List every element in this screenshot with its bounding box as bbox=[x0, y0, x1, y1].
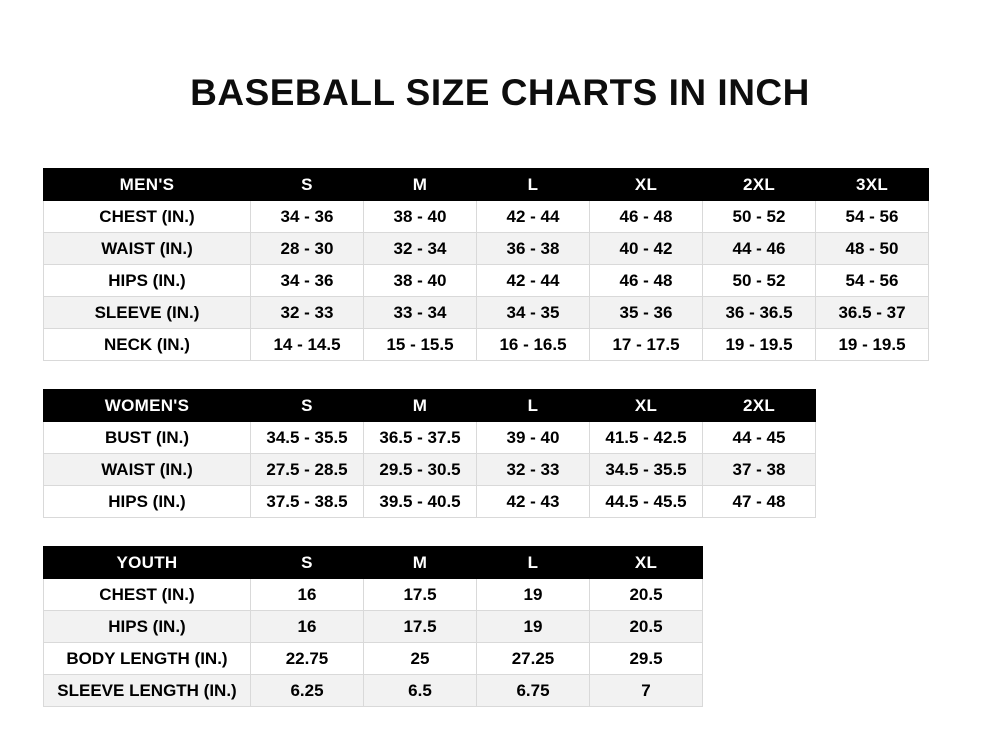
womens-header-l: L bbox=[477, 390, 590, 422]
cell: 19 bbox=[477, 611, 590, 643]
cell: 37 - 38 bbox=[703, 454, 816, 486]
cell: 16 bbox=[251, 579, 364, 611]
row-label: WAIST (IN.) bbox=[44, 233, 251, 265]
womens-header-label: WOMEN'S bbox=[44, 390, 251, 422]
cell: 44.5 - 45.5 bbox=[590, 486, 703, 518]
cell: 29.5 bbox=[590, 643, 703, 675]
cell: 16 - 16.5 bbox=[477, 329, 590, 361]
row-label: BUST (IN.) bbox=[44, 422, 251, 454]
cell: 34 - 35 bbox=[477, 297, 590, 329]
cell: 35 - 36 bbox=[590, 297, 703, 329]
cell: 42 - 43 bbox=[477, 486, 590, 518]
page-title: BASEBALL SIZE CHARTS IN INCH bbox=[190, 72, 810, 113]
mens-header-3xl: 3XL bbox=[816, 169, 929, 201]
mens-header-2xl: 2XL bbox=[703, 169, 816, 201]
row-label: CHEST (IN.) bbox=[44, 579, 251, 611]
cell: 34.5 - 35.5 bbox=[251, 422, 364, 454]
cell: 39 - 40 bbox=[477, 422, 590, 454]
cell: 25 bbox=[364, 643, 477, 675]
cell: 39.5 - 40.5 bbox=[364, 486, 477, 518]
womens-size-table bbox=[43, 389, 816, 518]
cell: 34 - 36 bbox=[251, 201, 364, 233]
row-label: HIPS (IN.) bbox=[44, 486, 251, 518]
table-row bbox=[44, 611, 703, 643]
youth-header-s: S bbox=[251, 547, 364, 579]
cell: 19 - 19.5 bbox=[816, 329, 929, 361]
table-row bbox=[44, 201, 929, 233]
cell: 46 - 48 bbox=[590, 265, 703, 297]
cell: 6.25 bbox=[251, 675, 364, 707]
cell: 40 - 42 bbox=[590, 233, 703, 265]
cell: 17.5 bbox=[364, 579, 477, 611]
table-header-row bbox=[44, 390, 816, 422]
cell: 32 - 33 bbox=[251, 297, 364, 329]
cell: 50 - 52 bbox=[703, 265, 816, 297]
youth-header-l: L bbox=[477, 547, 590, 579]
youth-size-table bbox=[43, 546, 703, 707]
cell: 17.5 bbox=[364, 611, 477, 643]
cell: 20.5 bbox=[590, 611, 703, 643]
cell: 42 - 44 bbox=[477, 201, 590, 233]
cell: 7 bbox=[590, 675, 703, 707]
row-label: HIPS (IN.) bbox=[44, 265, 251, 297]
youth-header-label: YOUTH bbox=[44, 547, 251, 579]
table-row bbox=[44, 675, 703, 707]
cell: 36.5 - 37.5 bbox=[364, 422, 477, 454]
womens-header-2xl: 2XL bbox=[703, 390, 816, 422]
mens-header-l: L bbox=[477, 169, 590, 201]
cell: 38 - 40 bbox=[364, 201, 477, 233]
table-header-row bbox=[44, 547, 703, 579]
cell: 22.75 bbox=[251, 643, 364, 675]
cell: 29.5 - 30.5 bbox=[364, 454, 477, 486]
cell: 32 - 34 bbox=[364, 233, 477, 265]
cell: 54 - 56 bbox=[816, 201, 929, 233]
table-row bbox=[44, 329, 929, 361]
table-row bbox=[44, 422, 816, 454]
mens-header-label: MEN'S bbox=[44, 169, 251, 201]
cell: 28 - 30 bbox=[251, 233, 364, 265]
cell: 48 - 50 bbox=[816, 233, 929, 265]
table-row bbox=[44, 233, 929, 265]
cell: 6.75 bbox=[477, 675, 590, 707]
cell: 33 - 34 bbox=[364, 297, 477, 329]
row-label: SLEEVE LENGTH (IN.) bbox=[44, 675, 251, 707]
mens-header-m: M bbox=[364, 169, 477, 201]
charts-container bbox=[0, 168, 1000, 707]
cell: 36.5 - 37 bbox=[816, 297, 929, 329]
cell: 37.5 - 38.5 bbox=[251, 486, 364, 518]
table-row bbox=[44, 454, 816, 486]
cell: 36 - 38 bbox=[477, 233, 590, 265]
cell: 20.5 bbox=[590, 579, 703, 611]
table-row bbox=[44, 579, 703, 611]
cell: 41.5 - 42.5 bbox=[590, 422, 703, 454]
row-label: HIPS (IN.) bbox=[44, 611, 251, 643]
cell: 32 - 33 bbox=[477, 454, 590, 486]
cell: 44 - 45 bbox=[703, 422, 816, 454]
cell: 27.5 - 28.5 bbox=[251, 454, 364, 486]
table-row bbox=[44, 486, 816, 518]
cell: 19 bbox=[477, 579, 590, 611]
cell: 27.25 bbox=[477, 643, 590, 675]
cell: 47 - 48 bbox=[703, 486, 816, 518]
cell: 54 - 56 bbox=[816, 265, 929, 297]
cell: 38 - 40 bbox=[364, 265, 477, 297]
row-label: BODY LENGTH (IN.) bbox=[44, 643, 251, 675]
row-label: WAIST (IN.) bbox=[44, 454, 251, 486]
mens-size-table bbox=[43, 168, 929, 361]
row-label: SLEEVE (IN.) bbox=[44, 297, 251, 329]
womens-header-xl: XL bbox=[590, 390, 703, 422]
youth-header-m: M bbox=[364, 547, 477, 579]
cell: 46 - 48 bbox=[590, 201, 703, 233]
table-row bbox=[44, 265, 929, 297]
cell: 34.5 - 35.5 bbox=[590, 454, 703, 486]
table-row bbox=[44, 643, 703, 675]
cell: 34 - 36 bbox=[251, 265, 364, 297]
cell: 14 - 14.5 bbox=[251, 329, 364, 361]
cell: 44 - 46 bbox=[703, 233, 816, 265]
cell: 36 - 36.5 bbox=[703, 297, 816, 329]
cell: 15 - 15.5 bbox=[364, 329, 477, 361]
mens-header-xl: XL bbox=[590, 169, 703, 201]
table-row bbox=[44, 297, 929, 329]
cell: 17 - 17.5 bbox=[590, 329, 703, 361]
cell: 16 bbox=[251, 611, 364, 643]
row-label: NECK (IN.) bbox=[44, 329, 251, 361]
cell: 19 - 19.5 bbox=[703, 329, 816, 361]
youth-header-xl: XL bbox=[590, 547, 703, 579]
cell: 6.5 bbox=[364, 675, 477, 707]
cell: 50 - 52 bbox=[703, 201, 816, 233]
cell: 42 - 44 bbox=[477, 265, 590, 297]
womens-header-m: M bbox=[364, 390, 477, 422]
table-header-row bbox=[44, 169, 929, 201]
row-label: CHEST (IN.) bbox=[44, 201, 251, 233]
mens-header-s: S bbox=[251, 169, 364, 201]
womens-header-s: S bbox=[251, 390, 364, 422]
